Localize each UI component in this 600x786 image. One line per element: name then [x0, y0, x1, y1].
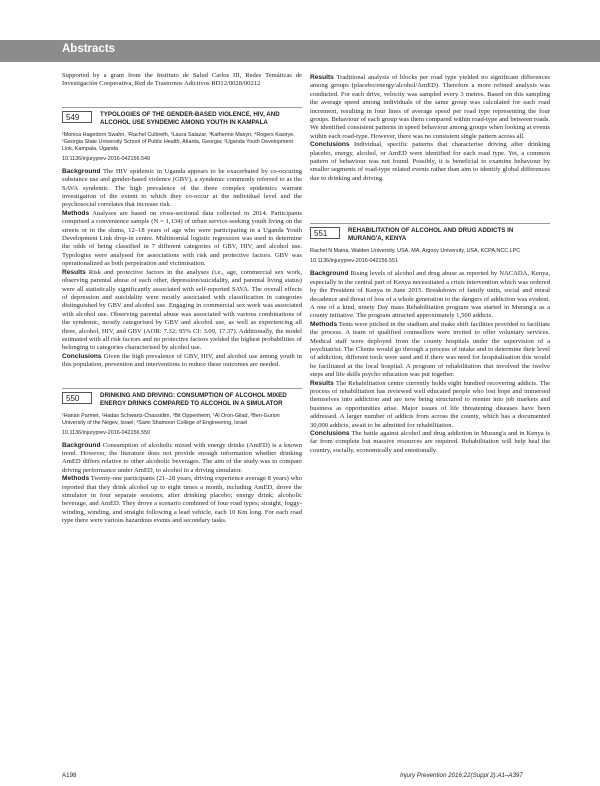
support-text: Supported by a grant from the Instituto de Salud Carlos III, Redes Temáticas de Investigación Cooperativa, Red de Trastornos Adictivos RD12/0028/00212 — [62, 72, 302, 88]
abstract-header — [62, 388, 302, 408]
abstract-section — [310, 270, 550, 320]
abstract-section — [62, 475, 302, 525]
abstract-section — [310, 321, 550, 380]
abstract-section — [62, 168, 302, 210]
abstract-549 — [62, 107, 302, 370]
section-label: Background — [310, 270, 349, 278]
section-label: Conclusions — [310, 430, 350, 437]
section-label: Methods — [310, 320, 338, 328]
section-label: Results — [310, 74, 334, 81]
right-column — [310, 74, 550, 455]
abstract-number: 551 — [310, 227, 340, 239]
section-text: Consumption of alcoholic mixed with energy drinks (AmED) is a known trend. However, the literature does not provide enough information whether drinking AmED differs relative to other alcoholic beverages. The aim of the study was to compare driving performance under AmED, to alcohol in a driving simulator. — [62, 441, 302, 474]
section-title: Abstracts — [62, 43, 116, 55]
abstract-section — [310, 141, 550, 183]
section-label: Background — [62, 441, 101, 449]
section-label: Results — [310, 379, 334, 387]
abstract-section — [62, 269, 302, 353]
page-number: A198 — [62, 772, 77, 779]
section-text: Twenty-one participants (21–28 years, driving experience average 8 years) who reported that they drink alcohol up to eight times a month, including AmED, drove the simulator in four separate sessions; after drinking placebo; energy drink; alcoholic beverage, and AmED. They drove a scenario combined of four road types; straight, foggy-winding, winding, and straight following a lead vehicle, each 10 Km long. For each road type there were various hazardous events and secondary tasks. — [62, 475, 302, 525]
section-text: Given the high prevalence of GBV, HIV, and alcohol use among youth in this population, prevention and interventions to reduce these outcomes are needed. — [62, 352, 302, 369]
left-column — [62, 72, 302, 526]
section-label: Conclusions — [62, 352, 102, 360]
abstract-section — [310, 380, 550, 430]
section-text: The HIV epidemic in Uganda appears to be exacerbated by co-occuring substance use and gender-based violence (GBV), a syndemic commonly referred to as the SAVA syndemic. The high prevalence of the three complex epidemics warrant investigation of the extent to which they co-occur at the individual level and the psychosocial correlates that increase risk. — [62, 167, 302, 209]
abstract-section — [62, 353, 302, 370]
section-text: Rising levels of alcohol and drug abuse as reported by NACADA, Kenya, especially in the central part of Kenya necessitated a crisis intervention which was ordered by the President of Kenya in June 2015. Breakdown of family units, social and moral decadence and threat of loss of a whole generation to the dangers of addiction was evident. A one of a kind, ninety Day mass Rehabilitation program was started in Murang'a as a county initiative. The program attracted approximately 1,500 addicts. — [310, 270, 550, 320]
abstract-551 — [310, 223, 550, 455]
abstract-section — [62, 210, 302, 269]
abstract-doi[interactable]: 10.1136/injuryprev-2016-042156.550 — [62, 429, 151, 436]
abstract-number: 549 — [62, 111, 92, 123]
section-label: Conclusions — [310, 141, 350, 149]
abstract-header — [62, 107, 302, 127]
abstract-header — [310, 223, 550, 243]
journal-citation: Injury Prevention 2016;22(Suppl 2):A1–A397 — [400, 772, 523, 779]
abstract-title: REHABILITATION OF ALCOHOL AND DRUG ADDICTS IN MURANG'A, KENYA — [348, 227, 514, 243]
section-text: Tents were pitched in the stadium and make shift facilities provided to facilitate the process. A team of qualified counsellors were invited to offer voluntary services. Medical staff were deployed from the county hospitals under the supervision of a psychiatrist. The Clients would go through a process of intake and to determine their level of addiction, different tools were used and if there was need for hospitalisation this would be facilitated at the local hospital. A program of rehabilitation that involved the twelve steps and life skills psycho education was put together. — [310, 320, 551, 379]
abstract-section-continued — [310, 74, 550, 141]
abstract-section — [310, 430, 550, 455]
section-label: Results — [62, 268, 86, 276]
abstract-title: TYPOLOGIES OF THE GENDER-BASED VIOLENCE, HIV, AND ALCOHOL USE SYNDEMIC AMONG YOUTH IN KAMPALA — [100, 110, 280, 126]
abstract-title: DRINKING AND DRIVING: CONSUMPTION OF ALCOHOL MIXED ENERGY DRINKS COMPARED TO ALCOHOL IN A SIMULATOR — [100, 391, 287, 407]
abstract-550 — [62, 388, 302, 526]
section-label: Methods — [62, 209, 90, 217]
abstract-authors: ¹Hanan Parmet, ¹Hadas Schwartz-Chassidim, ¹Bit Oppenheim, ¹Al Oron-Gilad, ²Ben-Gurion University of the Negev, Israel; ²Sami Shamoon College of Engineering, Israel — [62, 412, 280, 426]
section-text: Traditional analysis of blocks per road type yielded no significant differences among groups (placebo/energy/alcohol/AmED). Therefore a more refined analysis was conducted. For each drive, velocity was sampled every 3 metres. Based on this sampling the average speed among individuals of the same group was calculated for each road increment, resulting in four lines of average speed per road type representing the four groups. Behaviour of each group was them compared within road-type and between roads. We identified consistent patterns in speed behaviour among groups when looking at events within each road-type. However, there was no consistent single pattern across all. — [310, 74, 550, 140]
abstract-doi[interactable]: 10.1136/injuryprev-2016-042156.551 — [310, 258, 399, 265]
abstract-section — [62, 442, 302, 476]
section-header-bar — [0, 40, 600, 62]
abstract-number: 550 — [62, 392, 92, 404]
section-label: Background — [62, 167, 101, 175]
abstract-authors: ¹Monica Hagedorn Swahn, ¹Rachel Culbreth, ²Laura Salazar, ³Katherine Masyn, ⁴Rogers Kasirye. ¹Georgia State University School of Public Health, Atlanta, Georgia; ²Uganda Youth Development Link, Kampala, Uganda — [62, 131, 295, 152]
section-text: The battle against alcohol and drug addiction in Murang'a and in Kenya is far from complete but massive resources are required. Rehabilitation will help heal the country, socially, economically and emotionally. — [310, 430, 550, 454]
section-label: Methods — [62, 475, 90, 483]
section-text: Risk and protective factors in the analyses (i.e., age, commercial sex work, observing parental abuse of each other, depression/suicidality, and parental living status) were all statistically significantly associated with self-reported SAVA. The overall effects of depression and suicidality were mostly associated with classification in categories distinguished by GBV and alcohol use. Engaging in commercial sex work was associated with alcohol use. Observing parental abuse was associated with various combinations of the syndemic, mostly categorised by GBV and alcohol use, as well as experiencing all three, alcohol, HIV, and GBV (AOR: 7.32; 95% CI: 3.09, 17.37). Additionally, the model estimated with all risk factors and no protective factors yielded the highest probabilities of belonging to categories characterised by alcohol use. — [62, 268, 302, 352]
section-text: Individual, specific patterns that characterise driving after drinking placebo, energy, alcohol, or AmED were identified for each road type. Yet, a common pattern of behaviour was not found. Possibly, it is beneficial to examine behaviour by smaller segments of road-type related events rather than aim to identify global differences due to drinking and driving. — [310, 141, 550, 182]
section-text: The Rehabilitation centre currently holds eight hundred recovering addicts. The process of rehabilitation has reviewed well educated people who lost hope and immersed themselves into addiction and are now being structured to reenter into job markets and business as opportunities arise. Major issues of life threatening diseases have been addressed. A larger number of addicts from across the county, which has a documented 30,000 addicts, await to be admitted for rehabilitation. — [310, 379, 551, 429]
abstract-doi[interactable]: 10.1136/injuryprev-2016-042156.549 — [62, 155, 151, 162]
section-text: Analyses are based on cross-sectional data collected in 2014. Participants comprised a convenience sample (N = 1,134) of urban service-seeking youth living on the streets or in the slums, 12–18 years of age who were participating in a Uganda Youth Development Link drop-in centre. Multinomial logistic regression was used to determine the odds of being classified in 7 different categories of GBV, HIV, and alcohol use. Typologies were analysed for associations with risk and protective factors. GBV was operationalized as both perpetration and victimisation. — [62, 209, 302, 268]
abstract-authors: Rachel N Maina. Walden University, USA, MA, Argosy University, USA, KCPA,NCC,LPC — [310, 248, 521, 255]
